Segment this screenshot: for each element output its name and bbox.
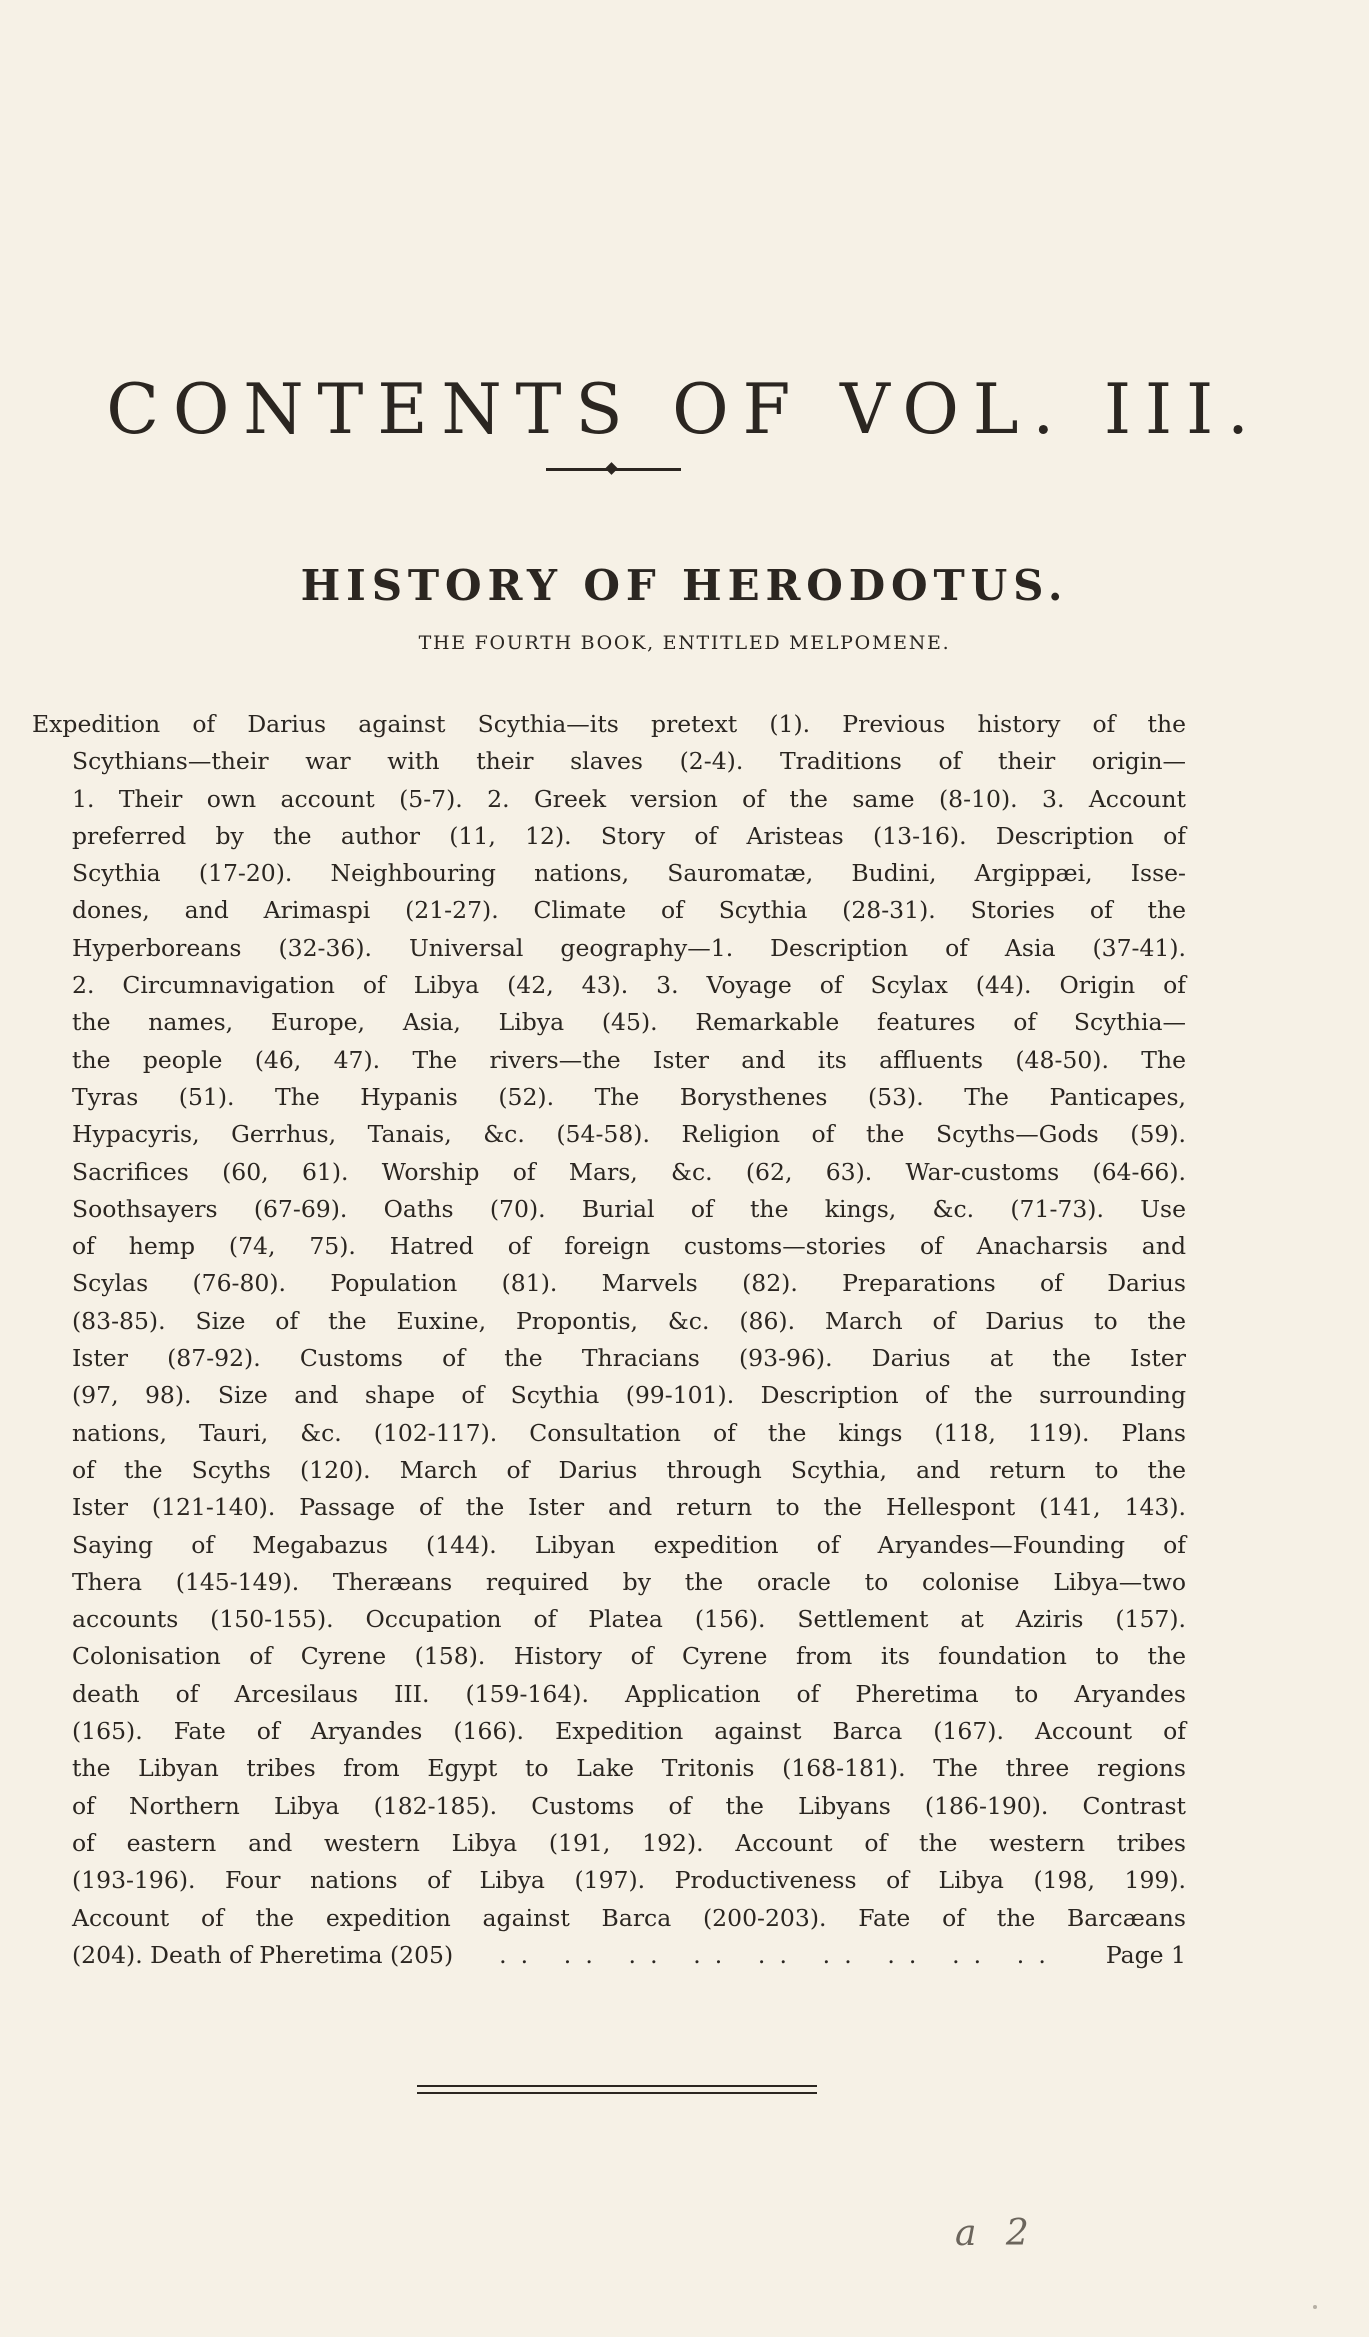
contents-line: accounts (150-155). Occupation of Platea (156). Settlement at Aziris (157). xyxy=(72,1605,1186,1634)
contents-line: Colonisation of Cyrene (158). History of Cyrene from its foundation to the xyxy=(72,1642,1186,1671)
contents-last-line-text: (204). Death of Pheretima (205) xyxy=(72,1940,454,1969)
contents-line: Thera (145-149). Theræans required by the oracle to colonise Libya—two xyxy=(72,1567,1186,1596)
contents-line: of hemp (74, 75). Hatred of foreign customs—stories of Anacharsis and xyxy=(72,1232,1186,1261)
contents-line: Account of the expedition against Barca (200-203). Fate of the Barcæans xyxy=(72,1903,1186,1932)
contents-line: death of Arcesilaus III. (159-164). Application of Pheretima to Aryandes xyxy=(72,1679,1186,1708)
contents-line: Scylas (76-80). Population (81). Marvels (82). Preparations of Darius xyxy=(72,1269,1186,1298)
contents-line: Ister (87-92). Customs of the Thracians (93-96). Darius at the Ister xyxy=(72,1344,1186,1373)
contents-line: the Libyan tribes from Egypt to Lake Tritonis (168-181). The three regions xyxy=(72,1754,1186,1783)
contents-line: preferred by the author (11, 12). Story of Aristeas (13-16). Description of xyxy=(72,821,1186,850)
contents-line: Sacrifices (60, 61). Worship of Mars, &c. (62, 63). War-customs (64-66). xyxy=(72,1157,1186,1186)
contents-last-line xyxy=(72,1937,1186,1974)
contents-line: Scythia (17-20). Neighbouring nations, Sauromatæ, Budini, Argippæi, Isse- xyxy=(72,859,1186,888)
leader-dots: .. .. .. .. .. .. .. .. .. xyxy=(499,1940,1060,1969)
contents-line: Scythians—their war with their slaves (2-4). Traditions of their origin— xyxy=(72,747,1186,776)
contents-line: Soothsayers (67-69). Oaths (70). Burial of the kings, &c. (71-73). Use xyxy=(72,1194,1186,1223)
contents-line: of eastern and western Libya (191, 192). Account of the western tribes xyxy=(72,1828,1186,1857)
section-heading: HISTORY OF HERODOTUS. xyxy=(300,560,1069,610)
contents-line: 2. Circumnavigation of Libya (42, 43). 3. Voyage of Scylax (44). Origin of xyxy=(72,971,1186,1000)
double-rule-divider xyxy=(417,2085,817,2094)
diamond-ornament-icon xyxy=(605,462,618,475)
contents-line: (83-85). Size of the Euxine, Propontis, &c. (86). March of Darius to the xyxy=(72,1306,1186,1335)
contents-line: the people (46, 47). The rivers—the Ister and its affluents (48-50). The xyxy=(72,1045,1186,1074)
contents-line: Saying of Megabazus (144). Libyan expedition of Aryandes—Founding of xyxy=(72,1530,1186,1559)
contents-line: the names, Europe, Asia, Libya (45). Remarkable features of Scythia— xyxy=(72,1008,1186,1037)
signature-mark: a 2 xyxy=(955,2213,1038,2254)
contents-line: of the Scyths (120). March of Darius through Scythia, and return to the xyxy=(72,1455,1186,1484)
contents-line: 1. Their own account (5-7). 2. Greek version of the same (8-10). 3. Account xyxy=(72,784,1186,813)
contents-paragraph xyxy=(32,706,1186,1974)
paper-speck xyxy=(1313,2305,1317,2309)
page-title: CONTENTS OF VOL. III. xyxy=(106,370,1263,451)
ornamental-rule xyxy=(546,462,681,476)
contents-line: Hyperboreans (32-36). Universal geography—1. Description of Asia (37-41). xyxy=(72,933,1186,962)
page-reference: Page 1 xyxy=(1105,1940,1186,1969)
contents-line: nations, Tauri, &c. (102-117). Consultation of the kings (118, 119). Plans xyxy=(72,1418,1186,1447)
contents-line: (165). Fate of Aryandes (166). Expedition against Barca (167). Account of xyxy=(72,1717,1186,1746)
contents-line: Ister (121-140). Passage of the Ister and return to the Hellespont (141, 143). xyxy=(72,1493,1186,1522)
contents-line: of Northern Libya (182-185). Customs of the Libyans (186-190). Contrast xyxy=(72,1791,1186,1820)
contents-line: (193-196). Four nations of Libya (197). Productiveness of Libya (198, 199). xyxy=(72,1866,1186,1895)
contents-line: dones, and Arimaspi (21-27). Climate of Scythia (28-31). Stories of the xyxy=(72,896,1186,925)
contents-line: Expedition of Darius against Scythia—its pretext (1). Previous history of the xyxy=(32,710,1186,738)
contents-line: Tyras (51). The Hypanis (52). The Borysthenes (53). The Panticapes, xyxy=(72,1082,1186,1111)
contents-line: (97, 98). Size and shape of Scythia (99-101). Description of the surrounding xyxy=(72,1381,1186,1410)
contents-line: Hypacyris, Gerrhus, Tanais, &c. (54-58). Religion of the Scyths—Gods (59). xyxy=(72,1120,1186,1149)
book-subtitle: THE FOURTH BOOK, ENTITLED MELPOMENE. xyxy=(418,632,951,654)
